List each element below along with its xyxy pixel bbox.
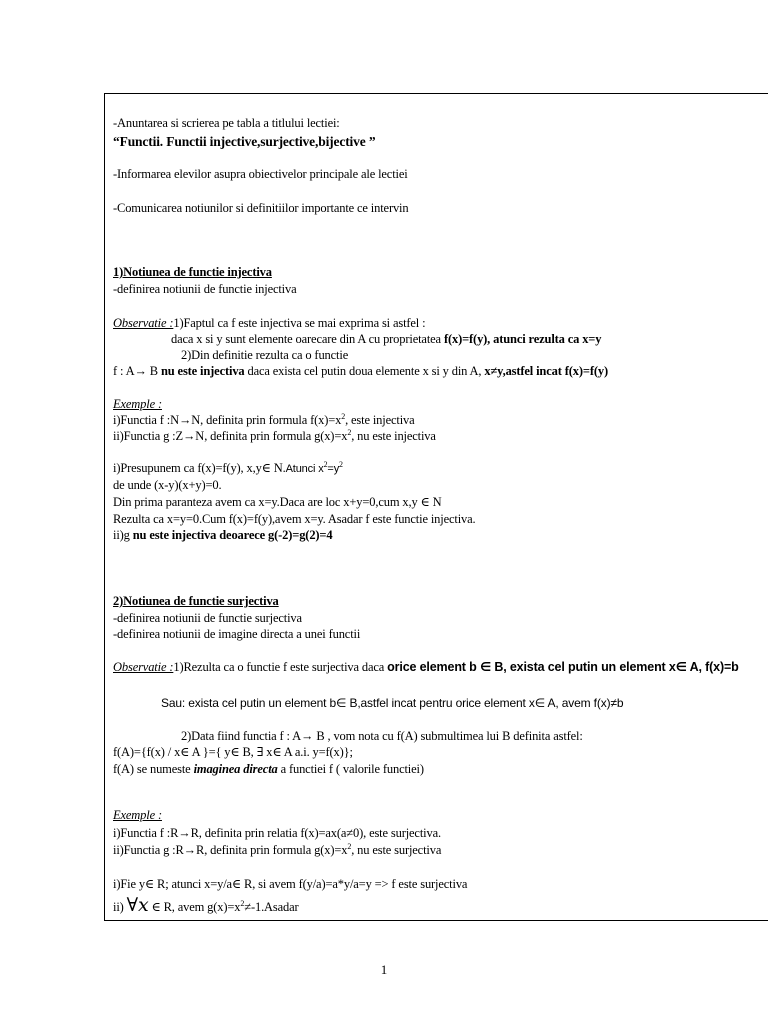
proof1-line1 (113, 461, 343, 477)
example1-ii (113, 429, 436, 444)
observation1-line4-bold2: x≠y,astfel incat f(x)=f(y) (484, 364, 608, 378)
proof1-line3: Din prima paranteza avem ca x=y.Daca are loc x+y=0,cum x,y ∈ N (113, 495, 442, 509)
observation1-line3: 2)Din definitie rezulta ca o functie (181, 348, 349, 362)
proof1-line1-c: =y (327, 463, 340, 475)
proof1-line4: Rezulta ca x=y=0.Cum f(x)=f(y),avem x=y. Asadar f este functie injectiva. (113, 512, 476, 526)
observation2-line5-a: f(A) se numeste (113, 762, 194, 776)
proof2-line2 (113, 894, 299, 916)
proof2-line2-c: ≠-1.Asadar (244, 900, 299, 914)
superscript: 2 (240, 898, 245, 908)
proof1-line5-bold: nu este injectiva deoarece g(-2)=g(2)=4 (132, 528, 333, 542)
section2-line2: -definirea notiunii de imagine directa a unei functii (113, 627, 361, 641)
proof2-line2-a: ii) (113, 900, 127, 914)
example1-i-text: i)Functia f :N→N, definita prin formula f(x)=x (113, 413, 342, 427)
examples1-label: Exemple : (113, 397, 162, 411)
observation1-line4-bold1: nu este injectiva (160, 364, 245, 378)
observation1-text: 1)Faptul ca f este injectiva se mai exprima si astfel : (173, 316, 426, 330)
observation2-line (113, 660, 739, 675)
observation2-text: 1)Rezulta ca o functie f este surjectiva daca (173, 660, 388, 674)
observation1-line (113, 316, 425, 331)
observation2-label: Observatie : (113, 660, 174, 674)
section1-title: 1)Notiunea de functie injectiva (113, 265, 272, 279)
observation2-line5-bold: imaginea directa (193, 762, 278, 776)
proof2-line1: i)Fie y∈ R; atunci x=y/a∈ R, si avem f(y/a)=a*y/a=y => f este surjectiva (113, 877, 468, 891)
proof2-line2-b: ∈ R, avem g(x)=x (148, 900, 241, 914)
forall-symbol: ∀x (126, 894, 149, 916)
superscript: 2 (339, 459, 343, 469)
observation1-line4-func: f : A→ B (113, 364, 161, 378)
example2-ii-text: ii)Functia g :R→R, definita prin formula g(x)=x (113, 843, 348, 857)
lesson-title: “Functii. Functii injective,surjective,bijective ” (113, 134, 376, 149)
superscript: 2 (347, 841, 352, 851)
example1-i-end: , este injectiva (345, 413, 415, 427)
observation2-line4: f(A)={f(x) / x∈ A }={ y∈ B, ∃ x∈ A a.i. y=f(x)}; (113, 745, 353, 759)
page-number: 1 (380, 962, 388, 977)
example1-ii-text: ii)Functia g :Z→N, definita prin formula g(x)=x (113, 429, 348, 443)
observation1-line2 (171, 332, 601, 347)
example2-i: i)Functia f :R→R, definita prin relatia f(x)=ax(a≠0), este surjectiva. (113, 826, 441, 840)
section1-definition: -definirea notiunii de functie injectiva (113, 282, 297, 296)
lesson-frame (104, 93, 768, 921)
observation2-line3: 2)Data fiind functia f : A→ B , vom nota cu f(A) submultimea lui B definita astfel: (181, 729, 583, 743)
announce-line: -Anuntarea si scrierea pe tabla a titlului lectiei: (113, 116, 340, 130)
superscript: 2 (323, 459, 328, 469)
example1-ii-end: , nu este injectiva (351, 429, 436, 443)
observation2-line5-c: a functiei f ( valorile functiei) (277, 762, 424, 776)
examples2-label: Exemple : (113, 808, 162, 822)
proof1-line5-a: ii)g (113, 528, 133, 542)
proof1-line5 (113, 528, 333, 543)
observation2-sau: Sau: exista cel putin un element b∈ B,astfel incat pentru orice element x∈ A, avem f(x)≠b (161, 696, 624, 710)
example2-ii (113, 843, 441, 858)
observation2-bold: orice element b ∈ B, exista cel putin un element x∈ A, f(x)=b (387, 660, 739, 674)
observation2-line5 (113, 762, 424, 777)
notions-line: -Comunicarea notiunilor si definitiilor importante ce intervin (113, 201, 409, 215)
objectives-line: -Informarea elevilor asupra obiectivelor principale ale lectiei (113, 167, 408, 181)
section2-line1: -definirea notiunii de functie surjectiva (113, 611, 302, 625)
section2-title: 2)Notiunea de functie surjectiva (113, 594, 279, 608)
example1-i (113, 413, 415, 428)
proof1-line1-b: Atunci x (285, 463, 324, 475)
superscript: 2 (341, 411, 346, 421)
observation1-label: Observatie : (113, 316, 174, 330)
example2-ii-end: , nu este surjectiva (351, 843, 442, 857)
observation1-line2-bold: f(x)=f(y), atunci rezulta ca x=y (443, 332, 602, 346)
superscript: 2 (347, 427, 352, 437)
observation1-line4-text: daca exista cel putin doua elemente x si y din A, (244, 364, 485, 378)
proof1-line2: de unde (x-y)(x+y)=0. (113, 478, 222, 492)
observation1-line4 (113, 364, 608, 379)
observation1-line2-text: daca x si y sunt elemente oarecare din A cu proprietatea (171, 332, 444, 346)
proof1-line1-a: i)Presupunem ca f(x)=f(y), x,y∈ N. (113, 461, 286, 475)
